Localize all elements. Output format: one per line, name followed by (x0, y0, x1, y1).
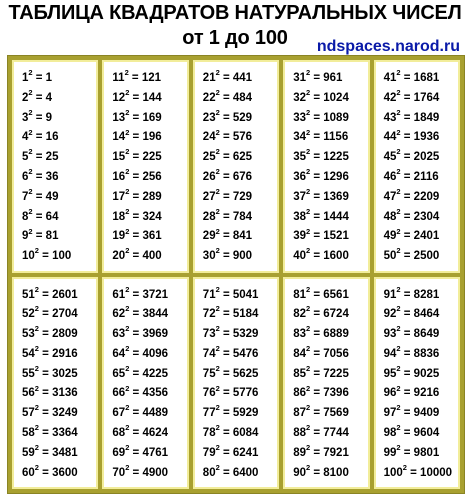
square-entry: $74^2 = 5476$ (202, 344, 259, 360)
square-entry: $68^2 = 4624$ (112, 423, 169, 440)
square-entry: $29^2 = 841$ (202, 226, 253, 243)
square-entry: $67^2 = 4489$ (112, 403, 169, 420)
exponent: 2 (28, 127, 33, 137)
square-entry: $62^2 = 3844$ (112, 304, 169, 321)
squares-table (7, 55, 465, 494)
exponent: 2 (305, 186, 311, 196)
square-entry: $33^2 = 1089$ (293, 107, 349, 124)
exponent: 2 (125, 147, 130, 157)
exponent: 2 (125, 206, 130, 216)
exponent: 2 (305, 87, 311, 97)
exponent: 2 (396, 107, 401, 117)
exponent: 2 (215, 284, 220, 294)
square-entry: $11^2 = 121$ (112, 68, 162, 84)
exponent: 2 (305, 443, 311, 453)
square-entry: $52^2 = 2704$ (22, 304, 78, 321)
exponent: 2 (396, 403, 401, 413)
exponent: 2 (125, 324, 130, 334)
exponent: 2 (125, 462, 130, 472)
square-entry: $89^2 = 7921$ (293, 443, 349, 459)
square-entry: $7^2 = 49$ (22, 186, 59, 203)
square-entry: $58^2 = 3364$ (22, 423, 78, 440)
square-entry: $72^2 = 5184$ (202, 304, 259, 321)
exponent: 2 (215, 363, 220, 373)
square-entry: $1^2 = 1$ (22, 68, 53, 84)
exponent: 2 (215, 462, 220, 472)
exponent: 2 (305, 403, 311, 413)
square-entry: $8^2 = 64$ (22, 206, 59, 223)
square-entry: $65^2 = 4225$ (112, 363, 169, 380)
square-entry: $91^2 = 8281$ (383, 284, 440, 301)
exponent: 2 (305, 107, 311, 117)
exponent: 2 (125, 383, 130, 393)
square-entry: $15^2 = 225$ (112, 147, 162, 164)
square-entry: $46^2 = 2116$ (383, 167, 439, 183)
exponent: 2 (215, 304, 220, 314)
square-entry: $92^2 = 8464$ (383, 304, 440, 321)
square-entry: $13^2 = 169$ (112, 107, 162, 124)
square-entry: $49^2 = 2401$ (383, 226, 440, 243)
exponent: 2 (28, 186, 33, 196)
squares-block (102, 60, 188, 273)
exponent: 2 (396, 127, 401, 137)
square-entry: $39^2 = 1521$ (293, 226, 349, 243)
square-entry: $94^2 = 8836$ (383, 344, 440, 360)
exponent: 2 (125, 443, 130, 453)
exponent: 2 (215, 87, 220, 97)
exponent: 2 (125, 403, 130, 413)
square-entry: $25^2 = 625$ (202, 147, 253, 164)
square-entry: $2^2 = 4$ (22, 87, 53, 104)
square-entry: $30^2 = 900$ (202, 246, 253, 263)
exponent: 2 (34, 383, 39, 393)
exponent: 2 (125, 344, 130, 354)
exponent: 2 (396, 304, 401, 314)
exponent: 2 (34, 403, 39, 413)
exponent: 2 (396, 443, 401, 453)
exponent: 2 (34, 423, 39, 433)
exponent: 2 (34, 304, 39, 314)
exponent: 2 (305, 68, 311, 78)
exponent: 2 (396, 246, 401, 256)
square-entry: $45^2 = 2025$ (383, 147, 440, 164)
square-entry: $41^2 = 1681$ (383, 68, 440, 84)
square-entry: $28^2 = 784$ (202, 206, 253, 223)
square-entry: $70^2 = 4900$ (112, 462, 169, 479)
exponent: 2 (396, 383, 401, 393)
exponent: 2 (396, 284, 401, 294)
square-entry: $69^2 = 4761$ (112, 443, 169, 459)
exponent: 2 (396, 324, 401, 334)
exponent: 2 (28, 147, 33, 157)
exponent: 2 (305, 304, 311, 314)
exponent: 2 (125, 423, 130, 433)
exponent: 2 (305, 167, 311, 177)
exponent: 2 (402, 462, 407, 472)
exponent: 2 (28, 167, 33, 177)
exponent: 2 (34, 246, 39, 256)
exponent: 2 (215, 147, 220, 157)
exponent: 2 (215, 127, 220, 137)
exponent: 2 (396, 363, 401, 373)
exponent: 2 (215, 344, 220, 354)
square-entry: $32^2 = 1024$ (293, 87, 349, 104)
page-subtitle: от 1 до 100 (182, 27, 288, 49)
square-entry: $79^2 = 6241$ (202, 443, 259, 459)
exponent: 2 (396, 206, 401, 216)
square-entry: $87^2 = 7569$ (293, 403, 349, 420)
exponent: 2 (125, 304, 130, 314)
square-entry: $4^2 = 16$ (22, 127, 59, 144)
square-entry: $36^2 = 1296$ (293, 167, 349, 183)
exponent: 2 (34, 344, 39, 354)
square-entry: $40^2 = 1600$ (293, 246, 349, 263)
site-link[interactable]: ndspaces.narod.ru (316, 38, 460, 55)
square-entry: $63^2 = 3969$ (112, 324, 169, 341)
exponent: 2 (124, 68, 129, 78)
square-entry: $93^2 = 8649$ (383, 324, 440, 341)
square-entry: $55^2 = 3025$ (22, 363, 78, 380)
exponent: 2 (34, 363, 39, 373)
square-entry: $59^2 = 3481$ (22, 443, 78, 459)
exponent: 2 (396, 186, 401, 196)
squares-block (374, 60, 460, 273)
square-entry: $27^2 = 729$ (202, 186, 253, 203)
exponent: 2 (215, 324, 220, 334)
square-entry: $99^2 = 9801$ (383, 443, 440, 459)
square-entry: $20^2 = 400$ (112, 246, 162, 263)
exponent: 2 (125, 246, 130, 256)
exponent: 2 (28, 107, 33, 117)
exponent: 2 (215, 68, 220, 78)
exponent: 2 (215, 167, 220, 177)
square-entry: $43^2 = 1849$ (383, 107, 440, 124)
square-entry: $61^2 = 3721$ (112, 284, 169, 301)
square-entry: $73^2 = 5329$ (202, 324, 259, 341)
square-entry: $3^2 = 9$ (22, 107, 53, 124)
squares-block (283, 60, 369, 273)
square-entry: $81^2 = 6561$ (293, 284, 349, 301)
exponent: 2 (125, 226, 130, 236)
square-entry: $5^2 = 25$ (22, 147, 59, 164)
square-entry: $76^2 = 5776$ (202, 383, 259, 400)
squares-block (12, 277, 98, 490)
exponent: 2 (34, 324, 39, 334)
exponent: 2 (305, 246, 311, 256)
square-entry: $38^2 = 1444$ (293, 206, 349, 223)
square-entry: $26^2 = 676$ (202, 167, 253, 183)
exponent: 2 (215, 107, 220, 117)
exponent: 2 (305, 127, 311, 137)
exponent: 2 (305, 324, 311, 334)
square-entry: $96^2 = 9216$ (383, 383, 440, 400)
square-entry: $60^2 = 3600$ (22, 462, 78, 479)
exponent: 2 (396, 344, 401, 354)
square-entry: $17^2 = 289$ (112, 186, 162, 203)
exponent: 2 (305, 462, 311, 472)
square-entry: $98^2 = 9604$ (383, 423, 440, 440)
exponent: 2 (215, 246, 220, 256)
exponent: 2 (215, 443, 220, 453)
square-entry: $53^2 = 2809$ (22, 324, 78, 341)
exponent: 2 (305, 226, 311, 236)
square-entry: $78^2 = 6084$ (202, 423, 259, 440)
square-entry: $44^2 = 1936$ (383, 127, 440, 144)
squares-block (374, 277, 460, 490)
square-entry: $24^2 = 576$ (202, 127, 253, 144)
square-entry: $56^2 = 3136$ (22, 383, 78, 400)
exponent: 2 (125, 284, 130, 294)
square-entry: $37^2 = 1369$ (293, 186, 349, 203)
squares-block (12, 60, 98, 273)
exponent: 2 (396, 68, 401, 78)
squares-block (193, 60, 279, 273)
square-entry: $48^2 = 2304$ (383, 206, 440, 223)
exponent: 2 (28, 206, 33, 216)
square-entry: $97^2 = 9409$ (383, 403, 440, 420)
exponent: 2 (125, 87, 130, 97)
square-entry: $51^2 = 2601$ (22, 284, 78, 301)
square-entry: $77^2 = 5929$ (202, 403, 259, 420)
square-entry: $84^2 = 7056$ (293, 344, 349, 360)
exponent: 2 (305, 423, 311, 433)
exponent: 2 (305, 206, 311, 216)
square-entry: $50^2 = 2500$ (383, 246, 440, 263)
square-entry: $100^2 = 10000$ (383, 462, 453, 479)
exponent: 2 (305, 284, 311, 294)
square-entry: $19^2 = 361$ (112, 226, 162, 243)
exponent: 2 (215, 403, 220, 413)
exponent: 2 (215, 423, 220, 433)
square-entry: $71^2 = 5041$ (202, 284, 259, 301)
square-entry: $86^2 = 7396$ (293, 383, 349, 400)
exponent: 2 (215, 186, 220, 196)
square-entry: $18^2 = 324$ (112, 206, 162, 223)
exponent: 2 (125, 363, 130, 373)
exponent: 2 (396, 423, 401, 433)
exponent: 2 (305, 383, 311, 393)
page-title: ТАБЛИЦА КВАДРАТОВ НАТУРАЛЬНЫХ ЧИСЕЛ (8, 2, 462, 24)
square-entry: $6^2 = 36$ (22, 167, 59, 183)
square-entry: $85^2 = 7225$ (293, 363, 349, 380)
exponent: 2 (34, 462, 39, 472)
square-entry: $90^2 = 8100$ (293, 462, 349, 479)
exponent: 2 (396, 87, 401, 97)
square-entry: $42^2 = 1764$ (383, 87, 440, 104)
exponent: 2 (28, 68, 33, 78)
square-entry: $16^2 = 256$ (112, 167, 162, 183)
square-entry: $83^2 = 6889$ (293, 324, 349, 341)
square-entry: $35^2 = 1225$ (293, 147, 349, 164)
squares-block (283, 277, 369, 490)
square-entry: $66^2 = 4356$ (112, 383, 169, 400)
square-entry: $22^2 = 484$ (202, 87, 253, 104)
exponent: 2 (396, 226, 401, 236)
exponent: 2 (305, 344, 311, 354)
exponent: 2 (125, 127, 130, 137)
square-entry: $82^2 = 6724$ (293, 304, 349, 321)
square-entry: $21^2 = 441$ (202, 68, 253, 84)
square-entry: $64^2 = 4096$ (112, 344, 169, 360)
square-entry: $23^2 = 529$ (202, 107, 253, 124)
square-entry: $54^2 = 2916$ (22, 344, 78, 360)
square-entry: $10^2 = 100$ (22, 246, 72, 263)
exponent: 2 (305, 147, 311, 157)
squares-block (102, 277, 188, 490)
exponent: 2 (28, 87, 33, 97)
exponent: 2 (125, 107, 130, 117)
exponent: 2 (396, 147, 401, 157)
square-entry: $31^2 = 961$ (293, 68, 343, 84)
exponent: 2 (125, 167, 130, 177)
exponent: 2 (28, 226, 33, 236)
exponent: 2 (125, 186, 130, 196)
square-entry: $75^2 = 5625$ (202, 363, 259, 380)
exponent: 2 (215, 383, 220, 393)
square-entry: $12^2 = 144$ (112, 87, 162, 104)
square-entry: $57^2 = 3249$ (22, 403, 78, 420)
square-entry: $88^2 = 7744$ (293, 423, 349, 440)
exponent: 2 (34, 284, 39, 294)
exponent: 2 (396, 167, 401, 177)
square-entry: $80^2 = 6400$ (202, 462, 259, 479)
exponent: 2 (34, 443, 39, 453)
square-entry: $47^2 = 2209$ (383, 186, 440, 203)
square-entry: $14^2 = 196$ (112, 127, 162, 144)
square-entry: $9^2 = 81$ (22, 226, 59, 243)
square-entry: $34^2 = 1156$ (293, 127, 349, 144)
exponent: 2 (305, 363, 311, 373)
square-entry: $95^2 = 9025$ (383, 363, 440, 380)
squares-block (193, 277, 279, 490)
exponent: 2 (215, 206, 220, 216)
exponent: 2 (215, 226, 220, 236)
